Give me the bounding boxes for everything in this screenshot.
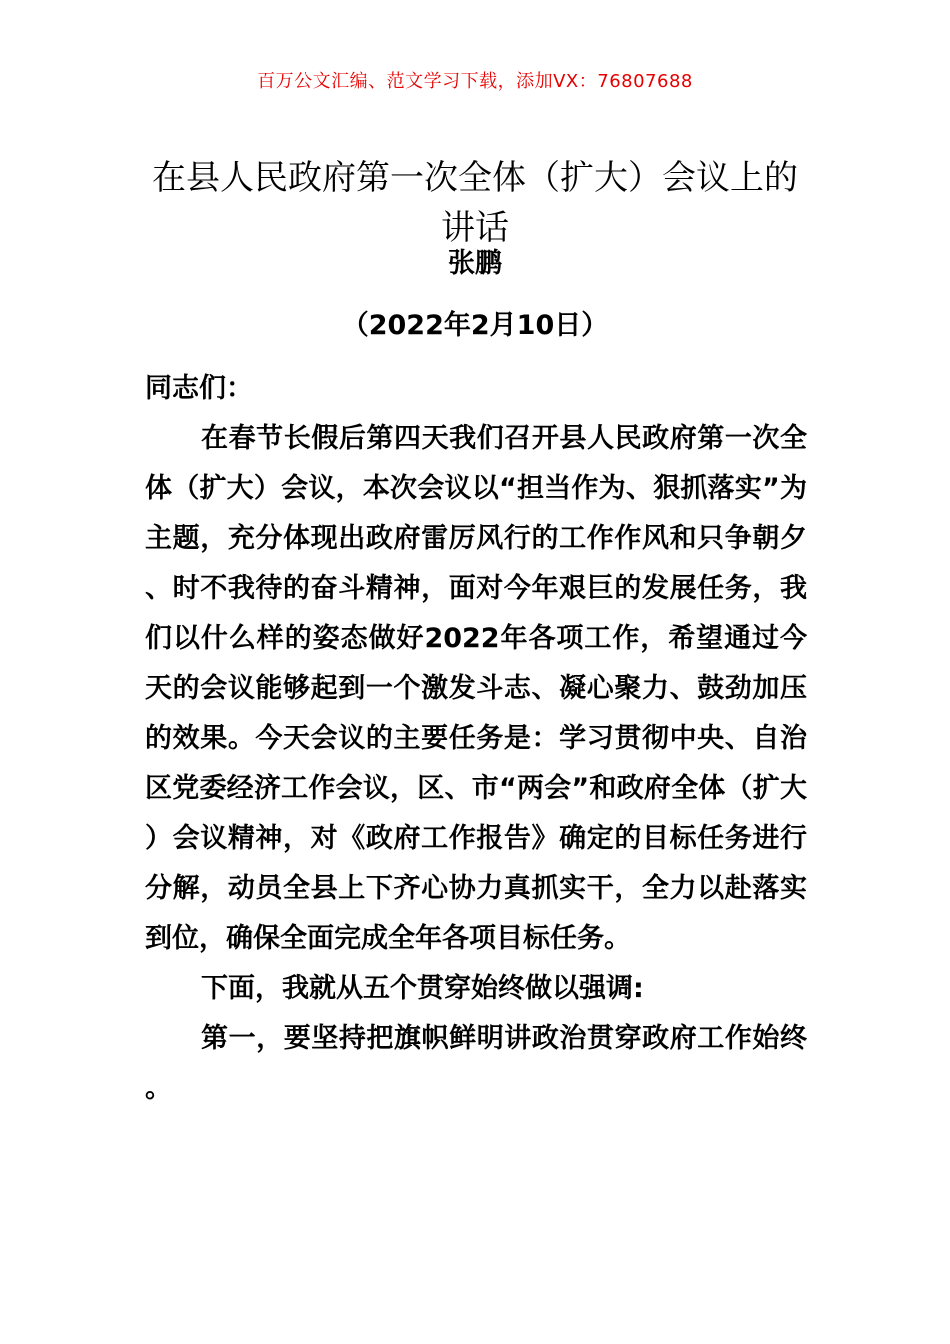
document-title-line2: 讲话 — [441, 207, 509, 248]
paragraph-intro: 在春节长假后第四天我们召开县人民政府第一次全体（扩大）会议，本次会议以“担当作为、狠抓落实”为主题，充分体现出政府雷厉风行的工作作风和只争朝夕、时不我待的奋斗精神，面对今年艰巨的发展任务，我们以什么样的姿态做好2022年各项工作，希望通过今天的会议能够起到一个激发斗志、凝心聚力、鼓劲加压的效果。今天会议的主要任务是：学习贯彻中央、自治区党委经济工作会议，区、市“两会”和政府全体（扩大）会议精神，对《政府工作报告》确定的目标任务进行分解，动员全县上下齐心协力真抓实干，全力以赴落实到位，确保全面完成全年各项目标任务。 — [145, 423, 807, 954]
document-title — [120, 153, 830, 253]
document-author: 张鹏 — [448, 248, 502, 279]
paragraph-transition: 下面，我就从五个贯穿始终做以强调: — [201, 973, 644, 1004]
document-date: （2022年2月10日） — [341, 310, 609, 341]
salutation: 同志们： — [145, 373, 253, 404]
document-body — [145, 364, 807, 1114]
paragraph-first-point: 第一，要坚持把旗帜鲜明讲政治贯穿政府工作始终。 — [145, 1023, 807, 1104]
header-banner: 百万公文汇编、范文学习下载，添加VX：76807688 — [257, 71, 693, 92]
document-title-line1: 在县人民政府第一次全体（扩大）会议上的 — [152, 157, 798, 198]
